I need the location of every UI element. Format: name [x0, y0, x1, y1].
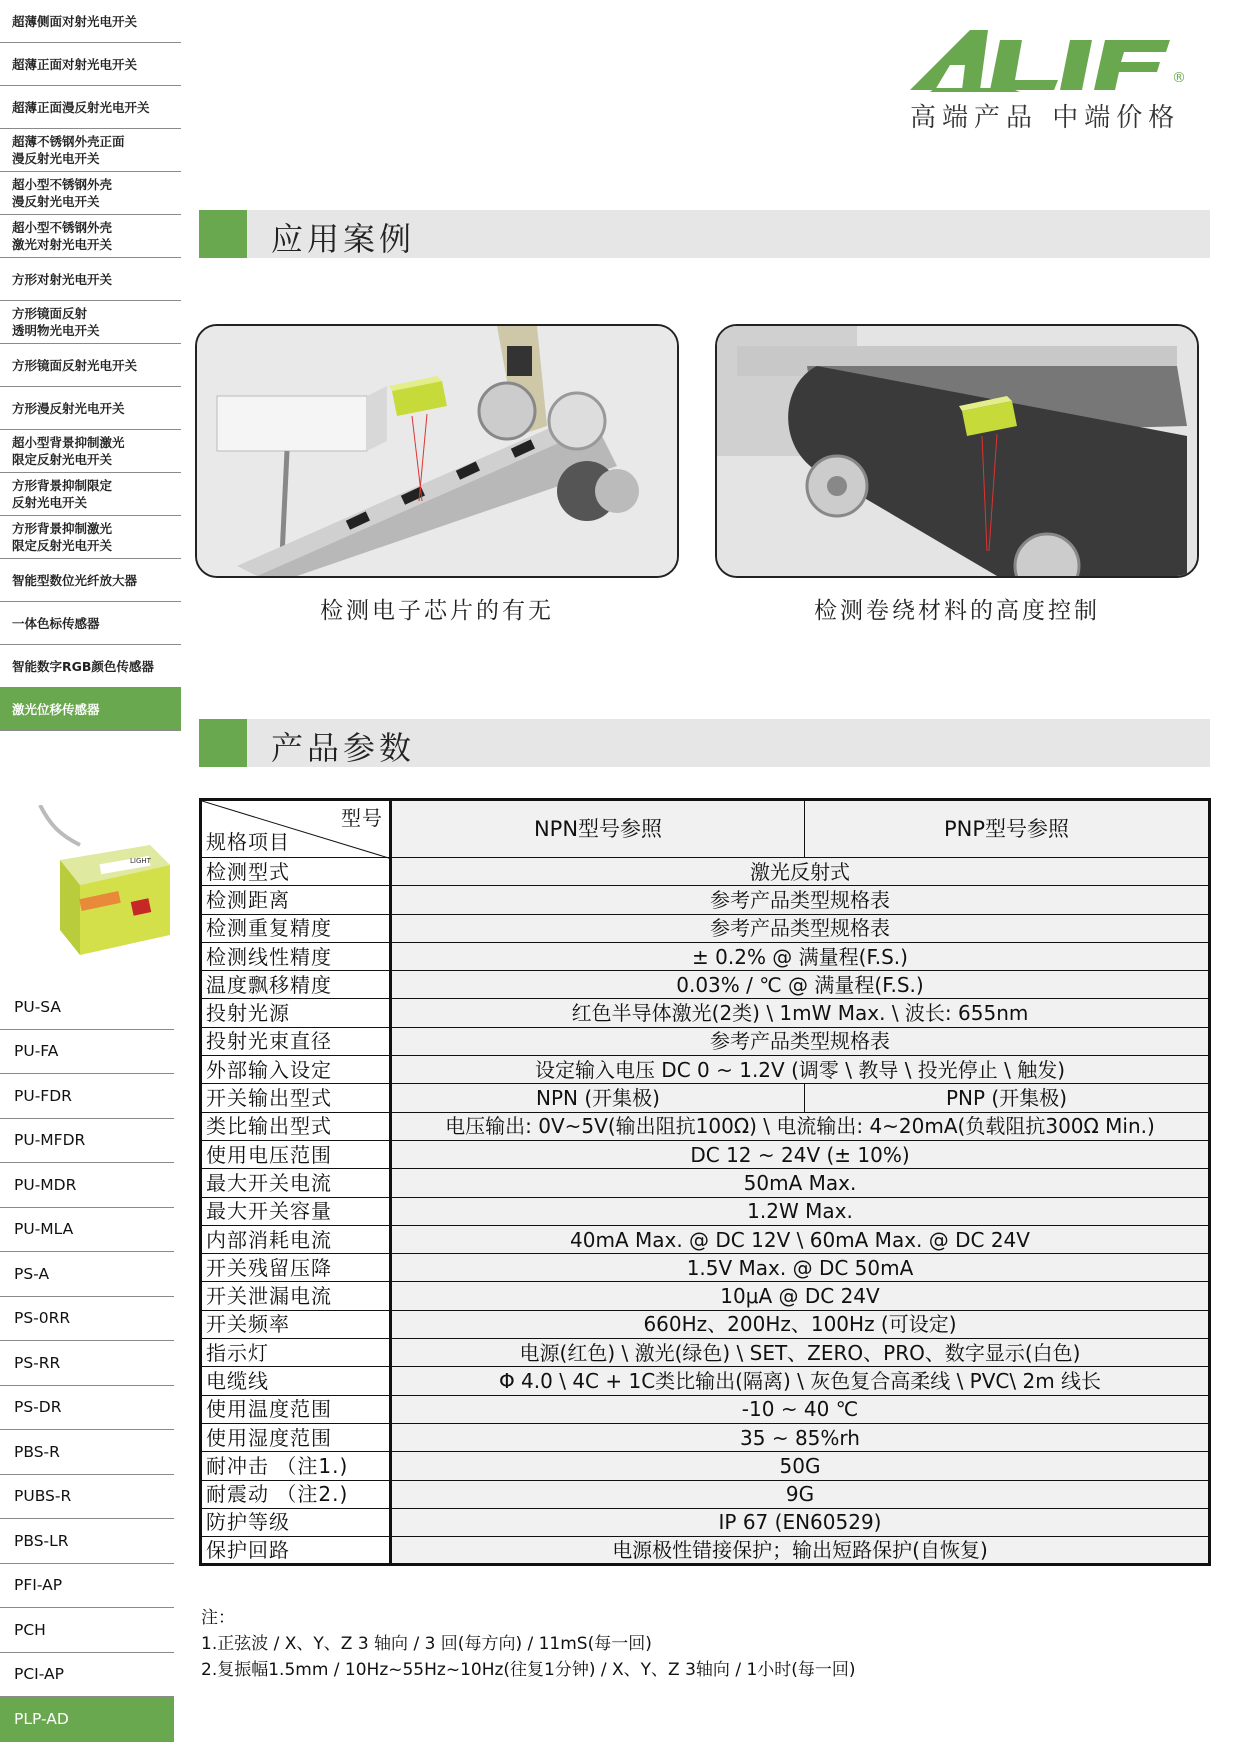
spec-label: 检测重复精度	[201, 914, 391, 942]
sidebar-product-item[interactable]: PBS-R	[0, 1430, 174, 1475]
spec-label: 耐冲击 （注1.)	[201, 1452, 391, 1480]
spec-label: 检测型式	[201, 858, 391, 886]
spec-label: 温度飘移精度	[201, 971, 391, 999]
spec-label: 类比输出型式	[201, 1112, 391, 1140]
spec-row	[201, 1027, 1210, 1055]
spec-value: 电压输出: 0V~5V(输出阻抗100Ω) \ 电流输出: 4~20mA(负载阻抗300Ω Min.)	[391, 1112, 1210, 1140]
sidebar-product-item[interactable]: PCI-AP	[0, 1653, 174, 1698]
sidebar-product-item[interactable]: PU-MLA	[0, 1208, 174, 1253]
spec-row	[201, 1169, 1210, 1197]
sidebar-product-item[interactable]: PU-FDR	[0, 1074, 174, 1119]
spec-label: 检测距离	[201, 886, 391, 914]
spec-row	[201, 999, 1210, 1027]
spec-value: 10μA @ DC 24V	[391, 1282, 1210, 1310]
spec-header-row	[201, 800, 1210, 858]
sidebar-category-item[interactable]: 超薄不锈钢外壳正面 漫反射光电开关	[0, 129, 181, 172]
spec-value: 设定输入电压 DC 0 ~ 1.2V (调零 \ 教导 \ 投光停止 \ 触发)	[391, 1056, 1210, 1084]
spec-value: ± 0.2% @ 满量程(F.S.)	[391, 942, 1210, 970]
category-sidebar	[0, 0, 181, 731]
sidebar-category-item[interactable]: 方形漫反射光电开关	[0, 387, 181, 430]
spec-value: 50mA Max.	[391, 1169, 1210, 1197]
product-sidebar	[0, 985, 174, 1742]
spec-value: 9G	[391, 1480, 1210, 1508]
spec-value: -10 ~ 40 ℃	[391, 1395, 1210, 1423]
sensor-thumbnail	[20, 805, 180, 970]
section-header-params	[199, 719, 1210, 767]
spec-row	[201, 942, 1210, 970]
spec-label: 耐震动 （注2.)	[201, 1480, 391, 1508]
spec-row	[201, 1537, 1210, 1565]
spec-row	[201, 1197, 1210, 1225]
spec-value: 50G	[391, 1452, 1210, 1480]
spec-row	[201, 1282, 1210, 1310]
application-image-roll	[715, 324, 1199, 578]
spec-value: 红色半导体激光(2类) \ 1mW Max. \ 波长: 655nm	[391, 999, 1210, 1027]
spec-label: 开关泄漏电流	[201, 1282, 391, 1310]
spec-row	[201, 1225, 1210, 1253]
section-title: 产品参数	[271, 729, 416, 767]
application-caption-1: 检测电子芯片的有无	[320, 598, 554, 624]
spec-value: 参考产品类型规格表	[391, 914, 1210, 942]
sidebar-product-item[interactable]: PU-MFDR	[0, 1119, 174, 1164]
note-item: 2.复振幅1.5mm / 10Hz~55Hz~10Hz(往复1分钟) / X、Y、Z 3轴向 / 1小时(每一回)	[201, 1660, 856, 1680]
corner-top-label: 型号	[341, 806, 383, 830]
section-accent	[199, 210, 247, 258]
spec-value: 电源(红色) \ 激光(绿色) \ SET、ZERO、PRO、数字显示(白色)	[391, 1339, 1210, 1367]
spec-row	[201, 1310, 1210, 1338]
spec-row	[201, 1508, 1210, 1536]
spec-row	[201, 1395, 1210, 1423]
spec-label: 保护回路	[201, 1537, 391, 1565]
spec-row	[201, 971, 1210, 999]
spec-value: 1.5V Max. @ DC 50mA	[391, 1254, 1210, 1282]
spec-label: 检测线性精度	[201, 942, 391, 970]
sidebar-product-item[interactable]: PUBS-R	[0, 1475, 174, 1520]
sidebar-product-item[interactable]: PLP-AD	[0, 1697, 174, 1742]
spec-value: 参考产品类型规格表	[391, 1027, 1210, 1055]
spec-row	[201, 1112, 1210, 1140]
sidebar-product-item[interactable]: PU-FA	[0, 1030, 174, 1075]
spec-label: 最大开关电流	[201, 1169, 391, 1197]
spec-label: 开关频率	[201, 1310, 391, 1338]
spec-label: 外部输入设定	[201, 1056, 391, 1084]
spec-label: 开关残留压降	[201, 1254, 391, 1282]
spec-label: 防护等级	[201, 1508, 391, 1536]
spec-row	[201, 1084, 1210, 1112]
spec-value: Φ 4.0 \ 4C + 1C类比输出(隔离) \ 灰色复合高柔线 \ PVC\ 2m 线长	[391, 1367, 1210, 1395]
spec-row	[201, 1452, 1210, 1480]
spec-label: 使用温度范围	[201, 1395, 391, 1423]
sidebar-category-item[interactable]: 超薄正面对射光电开关	[0, 43, 181, 86]
spec-value: IP 67 (EN60529)	[391, 1508, 1210, 1536]
sidebar-category-item[interactable]: 超小型不锈钢外壳 漫反射光电开关	[0, 172, 181, 215]
spec-row	[201, 1339, 1210, 1367]
svg-text:®: ®	[1172, 70, 1186, 86]
spec-row	[201, 1056, 1210, 1084]
sidebar-category-item[interactable]: 智能数字RGB颜色传感器	[0, 645, 181, 688]
spec-label: 使用电压范围	[201, 1140, 391, 1168]
npn-header: NPN型号参照	[391, 800, 805, 858]
sidebar-product-item[interactable]: PFI-AP	[0, 1564, 174, 1609]
sidebar-category-item[interactable]: 超薄侧面对射光电开关	[0, 0, 181, 43]
spec-value: 激光反射式	[391, 858, 1210, 886]
section-accent	[199, 719, 247, 767]
section-title: 应用案例	[271, 220, 416, 258]
corner-bottom-label: 规格项目	[206, 830, 290, 854]
sidebar-product-item[interactable]: PS-A	[0, 1252, 174, 1297]
sidebar-category-item[interactable]: 方形镜面反射光电开关	[0, 344, 181, 387]
spec-label: 内部消耗电流	[201, 1225, 391, 1253]
application-caption-2: 检测卷绕材料的高度控制	[814, 598, 1100, 624]
spec-row	[201, 914, 1210, 942]
spec-label: 最大开关容量	[201, 1197, 391, 1225]
spec-value: 电源极性错接保护；输出短路保护(自恢复)	[391, 1537, 1210, 1565]
spec-value: DC 12 ~ 24V (± 10%)	[391, 1140, 1210, 1168]
spec-label: 电缆线	[201, 1367, 391, 1395]
notes-title: 注：	[201, 1608, 235, 1628]
sidebar-category-item[interactable]: 激光位移传感器	[0, 688, 181, 731]
sidebar-category-item[interactable]: 方形对射光电开关	[0, 258, 181, 301]
sidebar-category-item[interactable]: 方形镜面反射 透明物光电开关	[0, 301, 181, 344]
spec-label: 投射光源	[201, 999, 391, 1027]
sidebar-product-item[interactable]: PBS-LR	[0, 1519, 174, 1564]
spec-value: 40mA Max. @ DC 12V \ 60mA Max. @ DC 24V	[391, 1225, 1210, 1253]
spec-value: 参考产品类型规格表	[391, 886, 1210, 914]
spec-table	[199, 798, 1211, 1566]
brand-slogan: 高端产品 中端价格	[910, 103, 1181, 133]
note-item: 1.正弦波 / X、Y、Z 3 轴向 / 3 回(每方向) / 11mS(每一回)	[201, 1634, 652, 1654]
sidebar-category-item[interactable]: 超小型背景抑制激光 限定反射光电开关	[0, 430, 181, 473]
spec-value-pnp: PNP (开集极)	[805, 1084, 1210, 1112]
spec-row	[201, 1254, 1210, 1282]
spec-value: 1.2W Max.	[391, 1197, 1210, 1225]
spec-corner-cell	[201, 800, 391, 858]
application-image-chip	[195, 324, 679, 578]
spec-value-npn: NPN (开集极)	[391, 1084, 805, 1112]
spec-row	[201, 858, 1210, 886]
sidebar-product-item[interactable]: PU-MDR	[0, 1163, 174, 1208]
sidebar-product-item[interactable]: PCH	[0, 1608, 174, 1653]
spec-row	[201, 1480, 1210, 1508]
sidebar-category-item[interactable]: 一体色标传感器	[0, 602, 181, 645]
spec-label: 开关输出型式	[201, 1084, 391, 1112]
spec-label: 使用湿度范围	[201, 1423, 391, 1451]
sidebar-category-item[interactable]: 超小型不锈钢外壳 激光对射光电开关	[0, 215, 181, 258]
spec-value: 35 ~ 85%rh	[391, 1423, 1210, 1451]
sidebar-category-item[interactable]: 方形背景抑制激光 限定反射光电开关	[0, 516, 181, 559]
sidebar-category-item[interactable]: 超薄正面漫反射光电开关	[0, 86, 181, 129]
sidebar-product-item[interactable]: PS-DR	[0, 1386, 174, 1431]
sidebar-category-item[interactable]: 智能型数位光纤放大器	[0, 559, 181, 602]
sidebar-category-item[interactable]: 方形背景抑制限定 反射光电开关	[0, 473, 181, 516]
pnp-header: PNP型号参照	[805, 800, 1210, 858]
thumb-light-label: LIGHT	[130, 857, 151, 865]
spec-value: 0.03% / ℃ @ 满量程(F.S.)	[391, 971, 1210, 999]
section-header-applications	[199, 210, 1210, 258]
spec-label: 指示灯	[201, 1339, 391, 1367]
spec-label: 投射光束直径	[201, 1027, 391, 1055]
spec-row	[201, 1140, 1210, 1168]
spec-value: 660Hz、200Hz、100Hz (可设定)	[391, 1310, 1210, 1338]
sidebar-product-item[interactable]: PU-SA	[0, 985, 174, 1030]
sidebar-product-item[interactable]: PS-0RR	[0, 1297, 174, 1342]
spec-row	[201, 1423, 1210, 1451]
notes	[201, 1605, 856, 1683]
sidebar-product-item[interactable]: PS-RR	[0, 1341, 174, 1386]
spec-row	[201, 1367, 1210, 1395]
spec-row	[201, 886, 1210, 914]
